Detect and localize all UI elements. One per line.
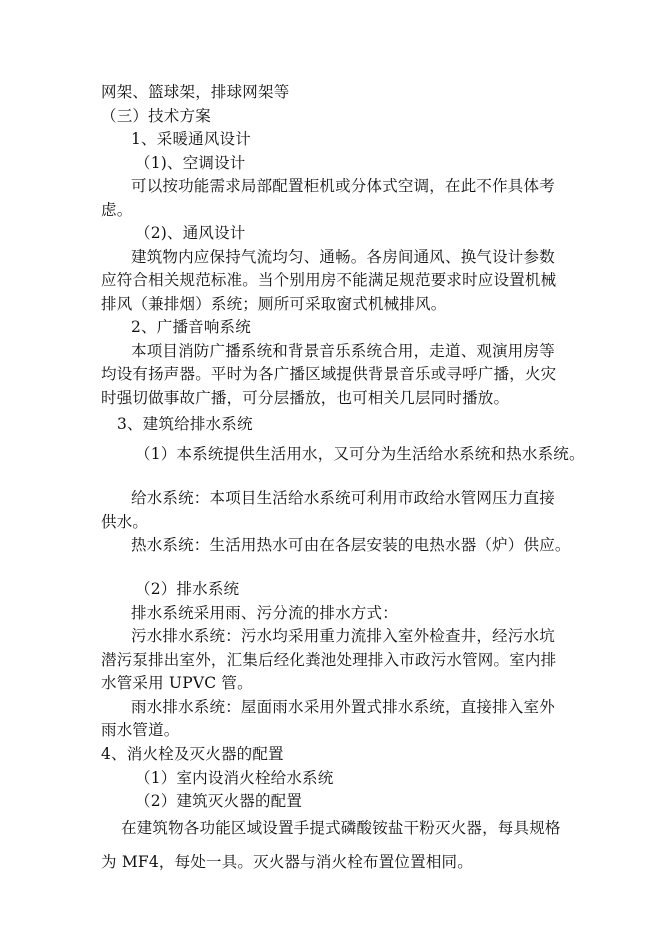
paragraph-line: 潜污泵排出室外，汇集后经化粪池处理排入市政污水管网。室内排	[101, 651, 557, 669]
paragraph-line: 给水系统：本项目生活给水系统可利用市政给水管网压力直接	[131, 489, 555, 507]
item-heading: （1)、空调设计	[135, 154, 246, 172]
item-heading: （1）本系统提供生活用水，又可分为生活给水系统和热水系统。	[135, 445, 585, 463]
section-heading: （三）技术方案	[101, 107, 211, 125]
paragraph-line: 排风（兼排烟）系统；厕所可采取窗式机械排风。	[101, 295, 447, 313]
paragraph-line: 水管采用 UPVC 管。	[101, 674, 253, 692]
paragraph-line: 本项目消防广播系统和背景音乐系统合用，走道、观演用房等	[131, 342, 555, 360]
paragraph-line: 排水系统采用雨、污分流的排水方式：	[131, 604, 398, 622]
item-heading: （2）排水系统	[135, 580, 240, 598]
subsection-heading: 4、消火栓及灭火器的配置	[101, 745, 284, 763]
paragraph-line: 建筑物内应保持气流均匀、通畅。各房间通风、换气设计参数	[131, 248, 555, 266]
paragraph-line: 热水系统：生活用热水可由在各层安装的电热水器（炉）供应。	[131, 536, 571, 554]
paragraph-line: 污水排水系统：污水均采用重力流排入室外检查井，经污水坑	[131, 627, 555, 645]
paragraph-line: 雨水管道。	[101, 721, 180, 739]
item-heading: （1）室内设消火栓给水系统	[135, 769, 334, 787]
paragraph-line: 应符合相关规范标准。当个别用房不能满足规范要求时应设置机械	[101, 271, 557, 289]
paragraph-line: 雨水排水系统：屋面雨水采用外置式排水系统，直接排入室外	[131, 698, 555, 716]
paragraph-line: 可以按功能需求局部配置柜机或分体式空调，在此不作具体考	[131, 177, 555, 195]
subsection-heading: 3、建筑给排水系统	[117, 415, 253, 433]
subsection-heading: 1、采暖通风设计	[131, 130, 251, 148]
item-heading: （2）建筑灭火器的配置	[135, 792, 303, 810]
text-line: 网架、篮球架，排球网架等	[101, 83, 290, 101]
paragraph-line: 均设有扬声器。平时为各广播区域提供背景音乐或寻呼广播，火灾	[101, 365, 557, 383]
subsection-heading: 2、广播音响系统	[131, 318, 251, 336]
item-heading: （2)、通风设计	[135, 224, 246, 242]
paragraph-line: 虑。	[101, 201, 133, 219]
paragraph-line: 供水。	[101, 513, 149, 531]
paragraph-line: 时强切做事故广播，可分层播放，也可相关几层同时播放。	[101, 389, 510, 407]
paragraph-line: 在建筑物各功能区域设置手提式磷酸铵盐干粉灭火器，每具规格	[121, 819, 561, 837]
paragraph-line: 为 MF4，每处一具。灭火器与消火栓布置位置相同。	[101, 853, 473, 871]
